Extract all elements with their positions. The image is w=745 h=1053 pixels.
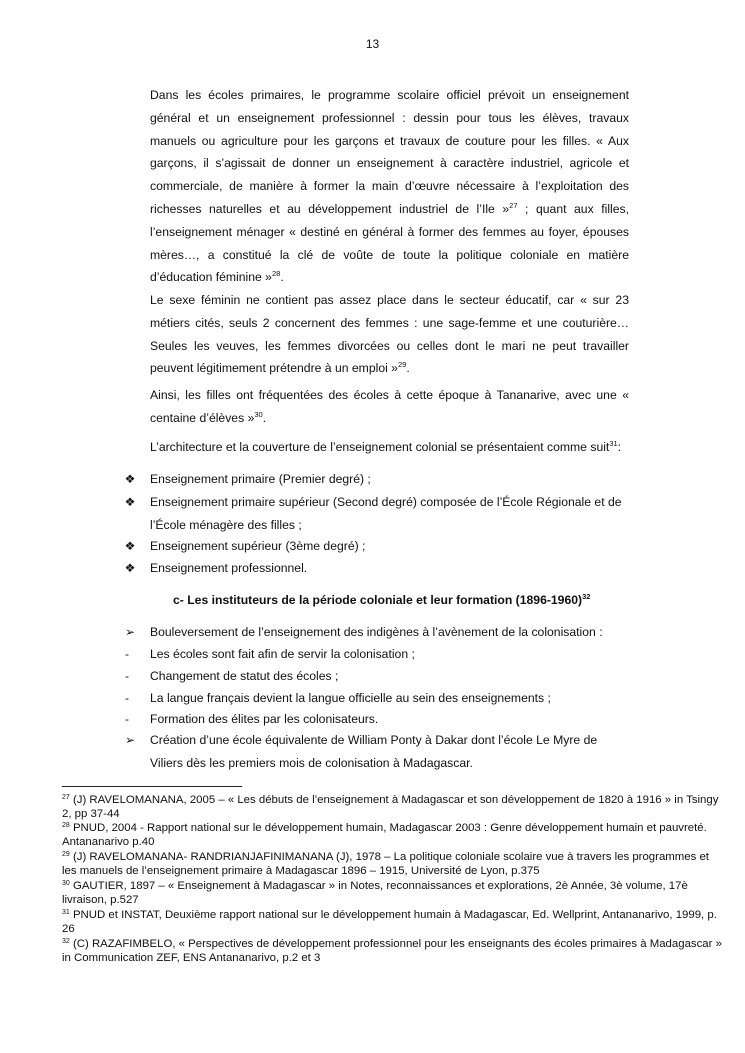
list-item xyxy=(125,708,630,731)
paragraph-end: . xyxy=(406,361,410,376)
footnote-number: 29 xyxy=(62,851,70,858)
list-item-text: Bouleversement de l’enseignement des indigènes à l’avènement de la colonisation : xyxy=(150,625,603,639)
footnote-number: 30 xyxy=(62,880,70,887)
paragraph-text: Dans les écoles primaires, le programme scolaire officiel prévoit un enseignement général et un enseignement professionnel : dessin pour tous les élèves, travaux manuels ou agriculture pour les garçons et travaux de couture pour les filles. « Aux garçons, il s’agissait de donner un enseignement à caractère industriel, agricole et commerciale, de manière à former la main d’œuvre nécessaire à l’exploitation des richesses naturelles et au développement industriel de l’Ile » xyxy=(150,88,629,216)
list-item xyxy=(125,643,630,666)
list-item xyxy=(124,557,630,580)
footnote-number: 27 xyxy=(62,794,70,801)
footnote-text: (J) RAVELOMANANA, 2005 – « Les débuts de l’enseignement à Madagascar et son développement de 1820 à 1916 » in Tsingy 2, pp 37-44 xyxy=(62,794,719,820)
paragraph-text: ; quant aux filles, l’enseignement ménager « destiné en général à former des femmes au foyer, épouses mères…, a constitué la clé de voûte de toute la politique coloniale en matière d’éducation féminine » xyxy=(150,201,629,285)
list-item-text: Enseignement supérieur (3ème degré) ; xyxy=(150,539,366,553)
dash-bullet-icon: - xyxy=(125,669,129,683)
dash-bullet-icon: - xyxy=(125,691,129,705)
footnote-text: PNUD et INSTAT, Deuxième rapport national sur le développement humain à Madagascar, Ed. Wellprint, Antananarivo, 1999, p. 26 xyxy=(62,909,717,935)
footnote-text: GAUTIER, 1897 – « Enseignement à Madagascar » in Notes, reconnaissances et explorations, 2è Année, 3è volume, 17è livraison, p.527 xyxy=(62,880,688,906)
footnote-ref-27[interactable]: 27 xyxy=(509,200,518,210)
arrow-bullet-icon: ➢ xyxy=(124,733,136,747)
list-item xyxy=(124,491,630,537)
diamond-bullet-icon: ❖ xyxy=(124,472,136,486)
footnote-30 xyxy=(62,880,722,907)
footnote-ref-29[interactable]: 29 xyxy=(397,360,407,370)
list-item-text: La langue français devient la langue officielle au sein des enseignements ; xyxy=(150,691,551,705)
footnote-28 xyxy=(62,822,722,849)
paragraph-end: . xyxy=(280,270,284,285)
footnote-ref-31[interactable]: 31 xyxy=(609,439,618,448)
list-item-text: Création d’une école équivalente de William Ponty à Dakar dont l’école Le Myre de Viliers dès les premiers mois de colonisation à Madagascar. xyxy=(150,733,598,770)
section-heading xyxy=(173,593,590,607)
diamond-bullet-icon: ❖ xyxy=(124,495,136,509)
footnote-27 xyxy=(62,794,722,821)
list-item xyxy=(124,621,630,644)
list-item-text: Enseignement professionnel. xyxy=(150,561,308,575)
diamond-bullet-icon: ❖ xyxy=(124,539,136,553)
footnote-text: PNUD, 2004 - Rapport national sur le développement humain, Madagascar 2003 : Genre développement humain et pauvreté. Antananarivo p.40 xyxy=(62,822,707,848)
dash-bullet-icon: - xyxy=(125,712,129,726)
footnote-number: 28 xyxy=(62,822,70,829)
footnote-ref-28[interactable]: 28 xyxy=(271,269,281,279)
page-number: 13 xyxy=(365,37,380,51)
section-heading-text: c- Les instituteurs de la période coloniale et leur formation (1896-1960) xyxy=(173,593,583,607)
footnote-number: 31 xyxy=(62,909,70,916)
list-item xyxy=(124,729,630,775)
footnote-number: 32 xyxy=(62,938,70,945)
paragraph-text: L’architecture et la couverture de l’enseignement colonial se présentaient comme suit xyxy=(150,440,610,454)
paragraph-end: . xyxy=(262,410,267,425)
footnote-31 xyxy=(62,909,722,936)
list-item-text: Formation des élites par les colonisateurs. xyxy=(150,712,379,726)
footnote-32 xyxy=(62,938,722,965)
list-item xyxy=(125,665,630,688)
paragraph-text: Le sexe féminin ne contient pas assez place dans le secteur éducatif, car « sur 23 métiers cités, seuls 2 concernent des femmes : une sage-femme et une couturière…Seules les veuves, les femmes divorcées ou celles dont le mari ne peut travailler peuvent légitimement prétendre à un emploi » xyxy=(150,293,629,376)
paragraph-text: Ainsi, les filles ont fréquentées des écoles à cette époque à Tananarive, avec une « centaine d’élèves » xyxy=(150,388,629,425)
paragraph-1 xyxy=(150,84,629,289)
footnote-ref-30[interactable]: 30 xyxy=(254,409,263,419)
list-item xyxy=(125,687,630,710)
paragraph-3 xyxy=(150,384,629,430)
paragraph-4 xyxy=(150,436,629,459)
paragraph-end: : xyxy=(617,440,622,454)
list-item xyxy=(124,535,630,558)
paragraph-2 xyxy=(150,289,629,380)
list-item-text: Changement de statut des écoles ; xyxy=(150,669,339,683)
footnote-text: (J) RAVELOMANANA- RANDRIANJAFINIMANANA (J), 1978 – La politique coloniale scolaire vue à travers les programmes et les manuels de l’enseignement primaire à Madagascar 1896 – 1915, Université de Lyon, p.375 xyxy=(62,851,709,877)
diamond-bullet-icon: ❖ xyxy=(124,561,136,575)
list-item-text: Enseignement primaire (Premier degré) ; xyxy=(150,472,371,486)
arrow-bullet-icon: ➢ xyxy=(124,625,136,639)
footnote-29 xyxy=(62,851,722,878)
footnote-separator xyxy=(62,786,242,787)
footnote-text: (C) RAZAFIMBELO, « Perspectives de développement professionnel pour les enseignants des écoles primaires à Madagascar » in Communication ZEF, ENS Antananarivo, p.2 et 3 xyxy=(62,938,722,964)
footnote-ref-32[interactable]: 32 xyxy=(582,592,591,601)
dash-bullet-icon: - xyxy=(125,647,129,661)
list-item-text: Enseignement primaire supérieur (Second degré) composée de l’École Régionale et de l’École ménagère des filles ; xyxy=(150,495,622,532)
list-item-text: Les écoles sont fait afin de servir la colonisation ; xyxy=(150,647,415,661)
list-item xyxy=(124,468,630,491)
